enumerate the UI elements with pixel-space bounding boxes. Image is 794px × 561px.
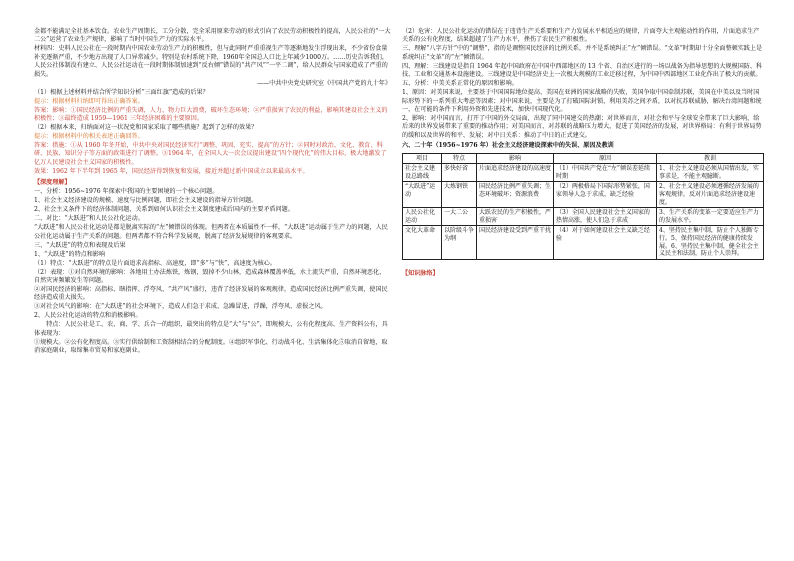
hint-2: 提示：根据材料中的相关表述正确回答。 (34, 133, 144, 141)
knowledge-outline-title: 【知识脉络】 (402, 269, 439, 277)
deep-item: 2、人民公社化运动的特点和消极影响。 (34, 312, 142, 320)
header-cell: 教训 (657, 153, 764, 164)
question-2: （2）根据本来，归纳面对这一状况党和国家采取了哪些措施？起到了怎样的效果？ (34, 124, 258, 132)
cell-lesson: 4、坚持民主集中制，防止个人独断专行。5、保持国民经济的健康持续发展。6、坚持民主集中制，健全社会主义民主和法制，防止个人崇拜。 (657, 226, 764, 259)
right-column (402, 28, 764, 279)
answer-2-effect: 效果：1962 年下半年到 1965 年，国民经济得到恢复和发展，接近并超过新中国成立以来最高水平。 (34, 167, 309, 175)
cell-reason: （4）对于如何建设社会主义缺乏经验 (554, 226, 657, 259)
deep-item: 一、分析：1956~1976 年探索中我国的主要困境的一个核心问题。 (34, 188, 219, 196)
table-row (403, 182, 764, 208)
deep-item: “大跃进”和人民公社化运动是都是脱离实际的“左”倾错误的体现。但两者在本质属性不一样，“大跃进”运动属于生产力的问题，人民公社化运动属于生产关系的问题。但两者都不符合科学发展观，脱离了经济发展规律的客观要求。 (34, 224, 388, 240)
cell-lesson: 3、生产关系的变革一定要适应生产力的发展水平。 (657, 208, 764, 226)
third-front-construction: 四、理解：三线建设是指自 1964 年起中国政府在中国中西部地区的 13 个省、自治区进行的一场以战备为指导思想的大规模国防、科技、工业和交通基本设施建设。三线建设是中国经济史上一次极大规模的工业迁移过程，为中国中西部地区工业化作出了极大的贡献。 (402, 62, 763, 79)
deep-item: 特点：人民公社是工、农、商、学、兵合一的组织，最突出的特点是“大”与“公”，即规模大、公有化程度高、生产资料公有，具体表现为： (34, 321, 388, 337)
header-cell: 特点 (442, 153, 477, 164)
mistakes-table (402, 153, 764, 260)
deep-item: （2）表现：①对自然环境的影响：各地用土办法炼铁，炼钢，毁掉不少山林，造成森林覆盖率低，水土流失严重，自然环境恶化，自然灾害频繁发生等问题。 (34, 268, 386, 285)
answer-2: 答案：措施：①从 1960 年冬开始，中共中央对国民经济实行“调整、巩固、充实、提高”的方针；②同时对政治、文化、教育、科研、民族、知识分子等方面的政策进行了调整。③1964 年，在全国人大一次会议提出建设“四个现代化”的伟大目标，极大地激发了亿万人民建设社会主义国家的积极性。 (34, 142, 387, 166)
table-title: 六、二十年（1956~1976 年）社会主义经济建设探索中的失误、原因及教训 (402, 142, 614, 150)
cell-impact: 大跃农民的生产积极性，严重损害 (477, 208, 554, 226)
answer-1: 答案：影响：①国民经济比例的严重失调，人力、物力巨大浪费，破坏生态环境；②严重损害了农民的利益，影响其建设社会主义的积极性；③最终造成 1959—1961 三年经济困难的主要原因。 (34, 106, 388, 123)
cell-lesson: 1、社会主义建设必须从国情出发，实事求是，不能主观臆断。 (657, 164, 764, 182)
cell-impact: 国民经济建设受到严重干扰 (477, 226, 554, 259)
cell-item: 人民公社化运动 (403, 208, 442, 226)
header-cell: 项目 (403, 153, 442, 164)
cell-impact: 片面追求经济建设的高速度 (477, 164, 554, 182)
harm-paragraph: （2）危害：人民公社化运动的错误在于违背生产关系要和生产力发展水平相适应的规律，片面夸大主观能动性的作用，片面追求生产关系的公有化程度，结果超越了生产力水平，挫伤了农民生产积极性。 (402, 28, 760, 44)
cell-item: 社会主义建设总路线 (403, 164, 442, 182)
deep-item: 二、对比：“大跃进”和人民公社化运动。 (34, 215, 144, 223)
table-row (403, 164, 764, 182)
sino-us-reasons: 1、原因：对美国来说，主要基于中国国际地位提高、美国在亚洲的国家战略的失败，美国争取中国牵制苏联，美国在中美以及当时国际形势下的一系列重大考虑等因素；对中国来说，主要是为了打破国际封锁，利用美苏之间矛盾，以对抗苏联威胁，解决台湾问题和统一，在可能的条件下利用外资和先进技术，加快中国现代化。 (402, 89, 762, 114)
cell-reason: （2）两极格局下国际形势紧张，国家领导人急于求成，缺乏经验 (554, 182, 657, 208)
table-header-row (403, 153, 764, 164)
sino-us-impact: 2、影响：对中国而言，打开了中国的外交局面，出现了同中国建交的热潮；对世界而言，对社会和平与全球安全带来了巨大影响，给后来的世界发展带来了重要的推动作用；对美国而言，对苏联的战略压力增大，促进了美国经济的发展，对世界格局：有利于世界局势的缓和以及世界的和平、发展；对中日关系：推动了中日的正式建交。 (402, 115, 762, 139)
cell-feature: 多快好省 (442, 164, 477, 182)
cell-item: 文化大革命 (403, 226, 442, 259)
material-text: 史料人民公社在一段时期内中国农业劳动生产力的积极性，但与此同时严重重视生产等逐渐地发生浮现出来，不少省份食量补充逐渐严重，不少地方出现了人口异常减少。特别是农村系统下降，1960年全国总人口比上年减少1000万。……历史告诉我们，人民公社体制没有建立、人民公社运动在一段时期体制加速到“反右倾”错误的“共产风”“一平二调”，给人民群众与国家造成了严重的损失。 (34, 45, 388, 78)
deep-item: ②对国民经济的影响：高指标、瞎指挥、浮夸风、“共产风”盛行，违背了经济发展的客观规律，造成国民经济比例严重失调，使国民经济造成重大损失。 (34, 286, 388, 302)
hint-1: 提示：根据材料归纳即可得出正确答案。 (34, 97, 144, 105)
deep-item: ③对社会风气的影响：在“大跃进”的社会环境下，造成人们急于求成、急躁冒进，浮躁，浮夸风、虚报之风。 (34, 303, 327, 311)
cell-feature: 大炼钢铁 (442, 182, 477, 208)
cell-item: “大跃进”运动 (403, 182, 442, 208)
deep-item: ①规模大。②公有化程度高。③实行供给制和工资制相结合的分配制度。④组织军事化、行动战斗化、生活集体化⑤取消自留地，取消家庭副业，取缔集市贸易和家庭副业。 (34, 338, 388, 355)
cell-impact: 国民经济比例严重失调；生态环境破坏；资源浪费 (477, 182, 554, 208)
cell-reason: （1）中国共产党在“左”倾误差延续时期 (554, 164, 657, 182)
deep-understanding-title: 【深度理解】 (34, 179, 71, 187)
table-row (403, 208, 764, 226)
header-cell: 原因 (554, 153, 657, 164)
deep-item: 1、社会主义经济建设的规模、速度与比例问题，即社会主义建设的指导方针问题。 (34, 197, 258, 205)
deep-item: 三、“大跃进”的特点和表现及后果 (34, 241, 126, 249)
table-row (403, 226, 764, 259)
cell-feature: 以阶级斗争为纲 (442, 226, 477, 259)
sino-us-heading: 五、分析：中美关系正常化的原因和影响。 (402, 80, 518, 88)
source-citation: ——中共中央党史研究室《中国共产党的九十年》 (256, 79, 391, 87)
deep-item: 2、社会主义条件下的经济体制问题，关系到如何认识社会主义制度建成后国内的主要矛盾问题。 (34, 206, 294, 214)
cell-lesson: 2、社会主义建设必须遵循经济发展的客观规律，反对片面追求经济建设速度。 (657, 182, 764, 208)
cell-feature: 一大二公 (442, 208, 477, 226)
header-cell: 影响 (477, 153, 554, 164)
cell-reason: （3）全国人民建设社会主义国家的热情高涨，使人们急于求成 (554, 208, 657, 226)
deep-item: 1、“大跃进”的特点和影响 (34, 250, 106, 258)
deep-item: （1）特点：“大跃进”的特点是片面追求高指标、高速度，即“多”与“快”，高速度为核心。 (34, 259, 276, 267)
material-four (34, 45, 391, 79)
understanding-eight-char: 三、理解“八字方针”中的“调整”，指的是调整国民经济的比例关系，并不是系统纠正“左”倾错误。“文革”时期却十分全面整顿实践上是系统纠正“文革”的“左”倾错误。 (402, 45, 763, 61)
question-1: （1）根据上述材料并结合所学知识分析“三面红旗”造成的后果？ (34, 88, 209, 96)
intro-paragraph: 金都不能满足全社基本饮食。农业生产周期长，工分分散，完全采用原来劳动的形式引向了农民劳动积极性的提高，人民公社的“一大二公”运营了农业生产规律，影响了当时中国生产力的实际水平。 (34, 28, 391, 44)
left-column (34, 28, 391, 356)
material-label: 材料四： (34, 45, 59, 53)
